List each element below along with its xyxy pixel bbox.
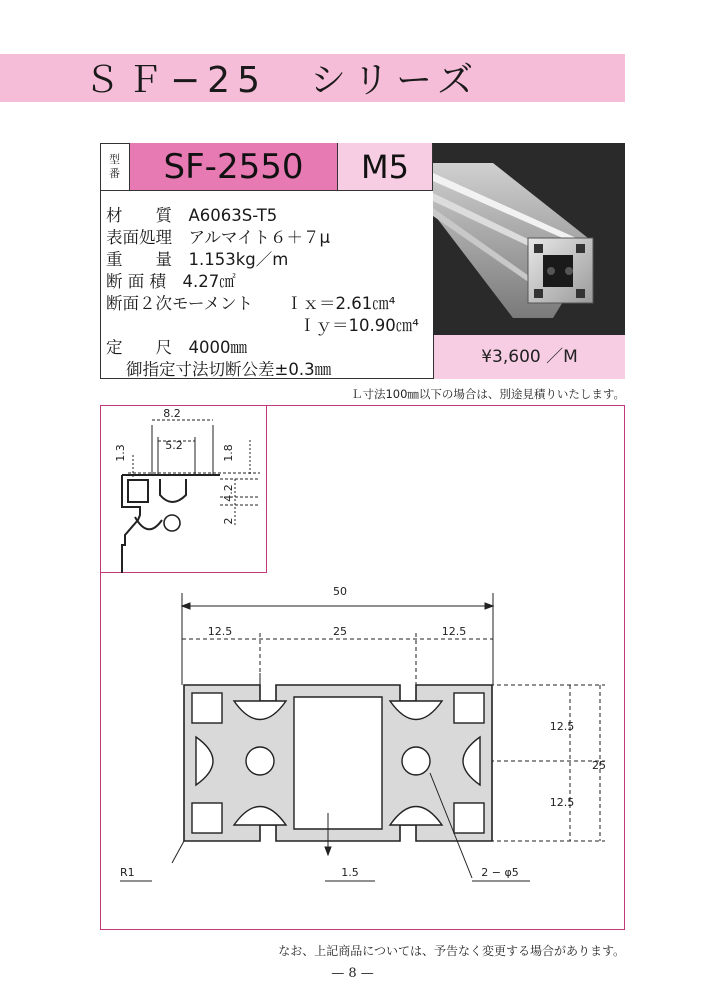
dim-holes: 2 − φ5 xyxy=(481,866,519,879)
dim-depth: 4.2 xyxy=(222,484,235,502)
dim-lip-right: 1.8 xyxy=(222,444,235,462)
change-note: なお、上記商品については、予告なく変更する場合があります。 xyxy=(278,944,625,958)
spec-standard-length: 定 尺 4000㎜ xyxy=(106,338,247,357)
type-label-1: 型 xyxy=(109,152,120,166)
page-number: — 8 — xyxy=(331,966,374,981)
dim-lower-half: 12.5 xyxy=(549,796,575,809)
dim-lip-left: 1.3 xyxy=(114,444,127,462)
dim-overall-width: 50 xyxy=(333,585,347,598)
spec-moment-ix: 断面２次モーメント Ｉｘ＝2.61㎝⁴ xyxy=(106,294,396,313)
spec-section-area: 断 面 積 4.27㎠ xyxy=(106,272,236,291)
dim-wall: 1.5 xyxy=(341,866,359,879)
cross-section-drawing xyxy=(100,573,625,930)
spec-surface: 表面処理 アルマイト６＋７μ xyxy=(106,228,331,247)
spec-cut-tolerance: 御指定寸法切断公差±0.3㎜ xyxy=(126,360,332,379)
type-label-cell xyxy=(100,143,130,191)
model-number: SF-2550 xyxy=(130,143,338,191)
spec-weight: 重 量 1.153kg／m xyxy=(106,250,289,269)
dim-top-width: 8.2 xyxy=(163,407,181,420)
page-title: ＳＦ−25 シリーズ xyxy=(84,60,481,101)
spec-material: 材 質 A6063S-T5 xyxy=(106,206,278,225)
extrusion-photo-image xyxy=(433,143,625,335)
slot-detail-drawing xyxy=(100,405,267,573)
dim-middle: 25 xyxy=(333,625,347,638)
dim-slot-width: 5.2 xyxy=(165,439,183,452)
length-note: Ｌ寸法100㎜以下の場合は、別途見積りいたします。 xyxy=(350,387,625,401)
dim-left: 12.5 xyxy=(207,625,233,638)
spec-moment-iy: Ｉｙ＝10.90㎝⁴ xyxy=(299,316,419,335)
dim-bottom: 2 xyxy=(222,517,235,525)
screw-size: M5 xyxy=(338,143,433,191)
dim-right: 12.5 xyxy=(441,625,467,638)
product-photo xyxy=(433,143,625,335)
dim-radius: R1 xyxy=(120,866,135,879)
type-label-2: 番 xyxy=(109,166,120,180)
dim-upper-half: 12.5 xyxy=(549,720,575,733)
dim-height: 25 xyxy=(592,759,606,772)
price: ¥3,600 ／M xyxy=(433,335,625,379)
